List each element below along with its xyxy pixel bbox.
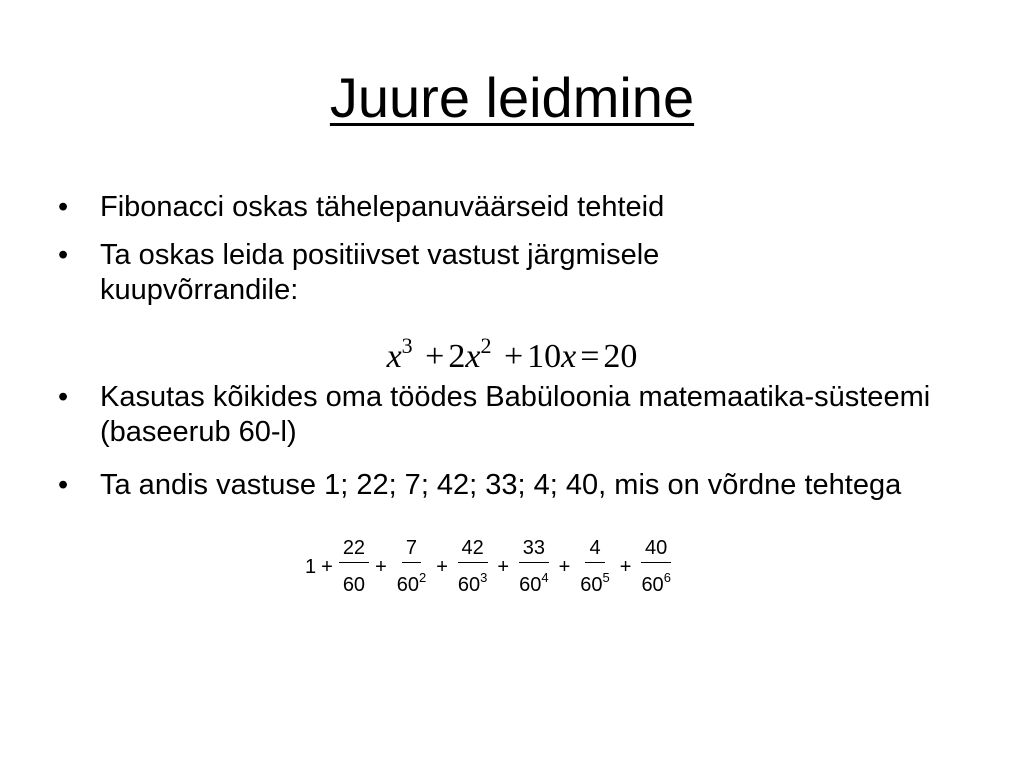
fraction [575, 536, 614, 598]
fraction-denominator: $60^2$ [396, 570, 427, 596]
eq-rhs: 20 [603, 338, 638, 375]
eq-coefficient: 2 [448, 338, 466, 375]
bullet-text: Ta andis vastuse 1; 22; 7; 42; 33; 4; 40, mis on võrdne tehtega [100, 469, 902, 501]
slide-title: Juure leidmine [329, 66, 695, 129]
bullet-text: Ta oskas leida positiivset vastust järgmisele kuupvõrrandile: [100, 239, 660, 306]
fraction [453, 536, 492, 598]
sum-plus: + [497, 555, 510, 578]
sum-plus: + [436, 555, 448, 578]
fraction-numerator: 40 [641, 536, 671, 563]
fraction-numerator: 4 [585, 536, 604, 563]
fraction-denominator: 60 [342, 574, 366, 596]
eq-coefficient: 10 [527, 338, 562, 375]
bullet-marker: • [58, 469, 69, 501]
eq-operator: = [580, 338, 600, 375]
eq-exponent: 3 [401, 333, 413, 358]
fraction-denominator: $60^6$ [641, 570, 671, 596]
sum-plus: + [619, 555, 632, 578]
fraction-numerator: 7 [402, 536, 421, 563]
bullet-marker: • [58, 381, 69, 413]
eq-var: x [386, 338, 402, 375]
sum-plus: + [558, 555, 571, 578]
fraction-numerator: 42 [458, 536, 488, 563]
fraction [338, 536, 370, 598]
fraction-denominator: $60^5$ [580, 570, 610, 596]
bullet-marker: • [58, 239, 69, 271]
bullet-text: Fibonacci oskas tähelepanuväärseid tehteid [100, 191, 665, 223]
eq-var: x [465, 338, 481, 375]
fraction [514, 536, 553, 598]
eq-var: x [561, 338, 577, 375]
fraction-denominator: $60^3$ [457, 570, 488, 596]
fraction-numerator: 22 [339, 536, 369, 563]
fraction [636, 536, 675, 598]
eq-exponent: 2 [480, 333, 492, 358]
fraction-denominator: $60^4$ [519, 570, 549, 596]
sum-lead-term: 1 [305, 555, 317, 578]
eq-operator: + [503, 338, 524, 375]
sum-plus: + [375, 555, 387, 578]
bullet-text: Kasutas kõikides oma töödes Babüloonia matemaatika-süsteemi (baseerub 60-l) [100, 381, 931, 448]
fraction-numerator: 33 [519, 536, 549, 563]
sexagesimal-sum [305, 532, 676, 602]
eq-operator: + [425, 338, 445, 375]
fraction [392, 536, 431, 598]
bullet-marker: • [58, 191, 69, 223]
cubic-equation [0, 322, 1024, 381]
sum-plus: + [321, 555, 333, 578]
